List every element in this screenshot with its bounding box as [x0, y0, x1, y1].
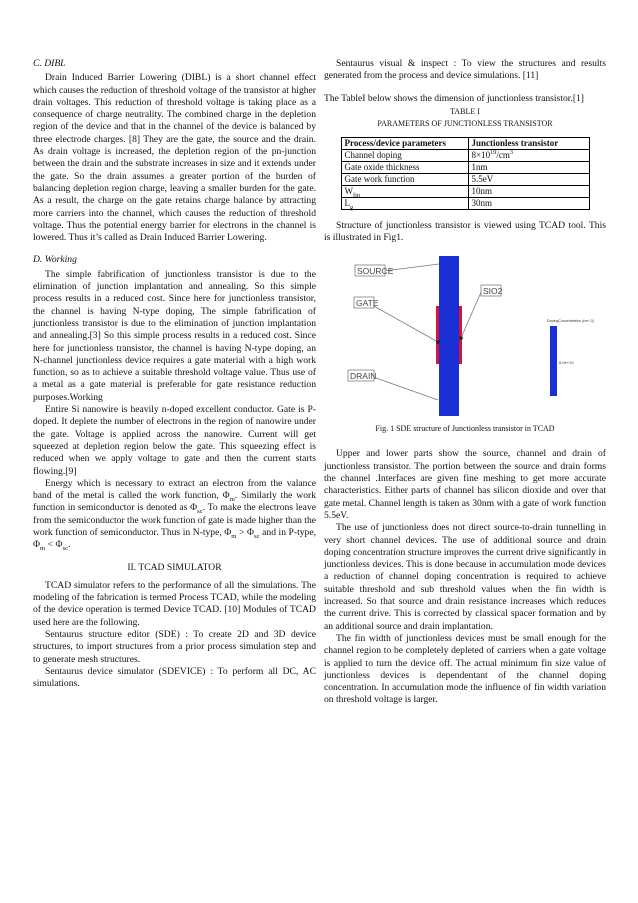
structure-paragraph: Structure of junctionless transistor is viewed using TCAD tool. This is illustrated in Fig1.: [324, 219, 606, 244]
sio2-label: SIO2: [483, 286, 503, 297]
legend-color-bar: [550, 326, 557, 396]
upper-lower-paragraph: Upper and lower parts show the source, channel and drain of junctionless transistor. The portion between the source and drain forms the channel .Interfaces are given fine meshing to get more accurate characteristics. Either parts of channel has silicon dioxide and over that gate metal. Channel length is taken as 30nm with a gate of work function 5.5eV.: [324, 448, 606, 521]
table-label: TABLE I: [450, 106, 480, 116]
table-row: [341, 149, 589, 161]
table-cell: $8\times 10^{19}/cm^3$: [468, 149, 589, 161]
work-function-paragraph: Energy which is necessary to extract an electron from the valance band of the metal is called the work function, $\Phi_m$. Similarly the work function in semiconductor is denoted as $\Phi_{sc}$. To make the electrons leave from the semiconductor the work function of gate is made higher than the work function of semiconductor. Thus in N-type, $\Phi_m > \Phi_{sc}$ and in P-type, $\Phi_m < \Phi_{sc}$.: [33, 477, 316, 553]
table-cell: 30nm: [468, 197, 589, 209]
sde-structure-figure: [334, 250, 604, 420]
table-cell: $L_g$: [341, 197, 468, 209]
table-cell: Channel doping: [341, 149, 468, 161]
table-cell: 10nm: [468, 185, 589, 197]
table-caption: PARAMETERS OF JUNCTIONLESS TRANSISTOR: [377, 118, 553, 128]
drain-leader: [376, 378, 438, 400]
working-paragraph-1: The simple fabrification of junctionless transistor is due to the elimination of junction implantation and annealing. So this simple process results in a reduced cost. Since here for junctionless transistor, the channel is having N-type doping, The simple fabrification of junctionless transistor is due to the elimination of junction implantation and annealing.[3] So this simple process results in a reduced cost. Since here for junctionless transistor, the channel is having N-type doping, an N-channel junctionless device requires a gate material with a high work function, so as to achieve a suitable threshold voltage value. Thus use of a metal as a gate material is preferable for gate resistance reduction purposes.Working: [33, 268, 316, 403]
table-cell: Gate work function: [341, 173, 468, 185]
working-paragraph-2: Entire Si nanowire is heavily n-doped excellent conductor. Gate is P-doped. It deplete the number of electrons in the region of nanowire under the gate. Voltage is applied across the nanowire. Current will get squeezed at depletion region below the gate. This squeezing effect is reduced when we apply voltage to gate and then the current starts flowing.[9]: [33, 404, 316, 477]
dibl-paragraph: Drain Induced Barrier Lowering (DIBL) is a short channel effect which causes the reduction of threshold voltage of the transistor at higher drain voltages. This reduction of threshold voltage is taking place as a consequence of charge neutrality. The combined charge in the depletion region of the device and that in the channel of the device is balanced by three electrode charges. [8] They are the gate, the source and the drain. As drain voltage is increased, the depletion region of the pn-junction between the drain and the substrate increases in size and it extends under the gate. So the drain assumes a greater portion of the burden of balancing depletion region charge, leaving a smaller burden for the gate. As a result, the charge on the gate retains charge balance by attracting more carriers into the channel, which causes the reduction of threshold voltage. Thus the potential energy barrier for electrons in the channel is lowered. Thus it’s called as Drain Induced Barrier Lowering.: [33, 72, 316, 244]
table-intro: The TableI below shows the dimension of junctionless transistor.[1]: [324, 92, 585, 104]
table-header-row: [341, 137, 589, 149]
table-row: [341, 197, 589, 209]
legend-title: DopingConcentration (cm^-3): [547, 319, 594, 324]
svisual-paragraph: Sentaurus visual & inspect : To view the structures and results generated from the process and device simulations. [11]: [324, 58, 606, 82]
sde-paragraph: Sentaurus structure editor (SDE) : To create 2D and 3D device structures, to import structures from a prior process simulation step and to generate mesh structures.: [33, 629, 316, 665]
table-row: [341, 173, 589, 185]
section-heading-working: D. Working: [33, 254, 77, 266]
table-cell: 5.5eV: [468, 173, 589, 185]
gate-label: GATE: [356, 298, 379, 309]
source-label: SOURCE: [357, 266, 394, 277]
table-cell: 1nm: [468, 161, 589, 173]
parameters-table: [341, 137, 590, 210]
table-row: [341, 185, 589, 197]
section-heading-dibl: C. DIBL: [33, 58, 66, 69]
table-row: [341, 161, 589, 173]
table-header-cell: Process/device parameters: [341, 137, 468, 149]
nanowire-body: [439, 256, 459, 416]
sio2-leader: [461, 290, 482, 338]
table-header-cell: Junctionless transistor: [468, 137, 589, 149]
right-column: [324, 58, 606, 707]
drain-label: DRAIN: [350, 371, 377, 382]
table-cell: Gate oxide thickness: [341, 161, 468, 173]
legend-value: 8.0e+19: [559, 360, 574, 366]
section-heading-tcad: II. TCAD SIMULATOR: [127, 561, 222, 573]
fin-width-paragraph: The fin width of junctionless devices must be small enough for the channel region to be completely depleted of carriers when a gate voltage is applied to turn the device off. The actual minimum fin size value of junctionless devices is dependentant of the channel doping concentration. In accumulation mode the influence of fin width variation on threshold voltage is larger.: [324, 632, 606, 706]
sde-structure-image: [334, 250, 604, 420]
table-cell: $W_{fin}$: [341, 185, 468, 197]
tcad-paragraph: TCAD simulator refers to the performance of all the simulations. The modeling of the fabrication is termed Process TCAD, while the modeling of the device operation is termed Device TCAD. [10] Modules of TCAD used here are the following.: [33, 579, 316, 628]
figure-caption: Fig. 1 SDE structure of Junctionless transistor in TCAD: [375, 424, 555, 434]
sio2-contact-dot: [459, 337, 463, 341]
gate-region-right: [459, 306, 462, 364]
gate-region: [436, 306, 439, 364]
gate-contact-dot: [436, 341, 440, 345]
sdevice-paragraph: Sentaurus device simulator (SDEVICE) : To perform all DC, AC simulations.: [33, 665, 316, 690]
gate-leader: [372, 305, 438, 342]
junctionless-use-paragraph: The use of junctionless does not direct source-to-drain tunnelling in very short channel devices. The use of additional source and drain doping concentration structure improves the current drive significantly in junctionless devices. This is done because in accumulation mode devices a reduction of channel doping concentration is required to achieve suitable threshold and sub threshold values when the fin width is increased. So that source and drain resistance increases which reduces the current drive. This is corrected by classical spacer formation and by an additional source and drain implantation.: [324, 522, 606, 632]
left-column: [33, 58, 316, 691]
